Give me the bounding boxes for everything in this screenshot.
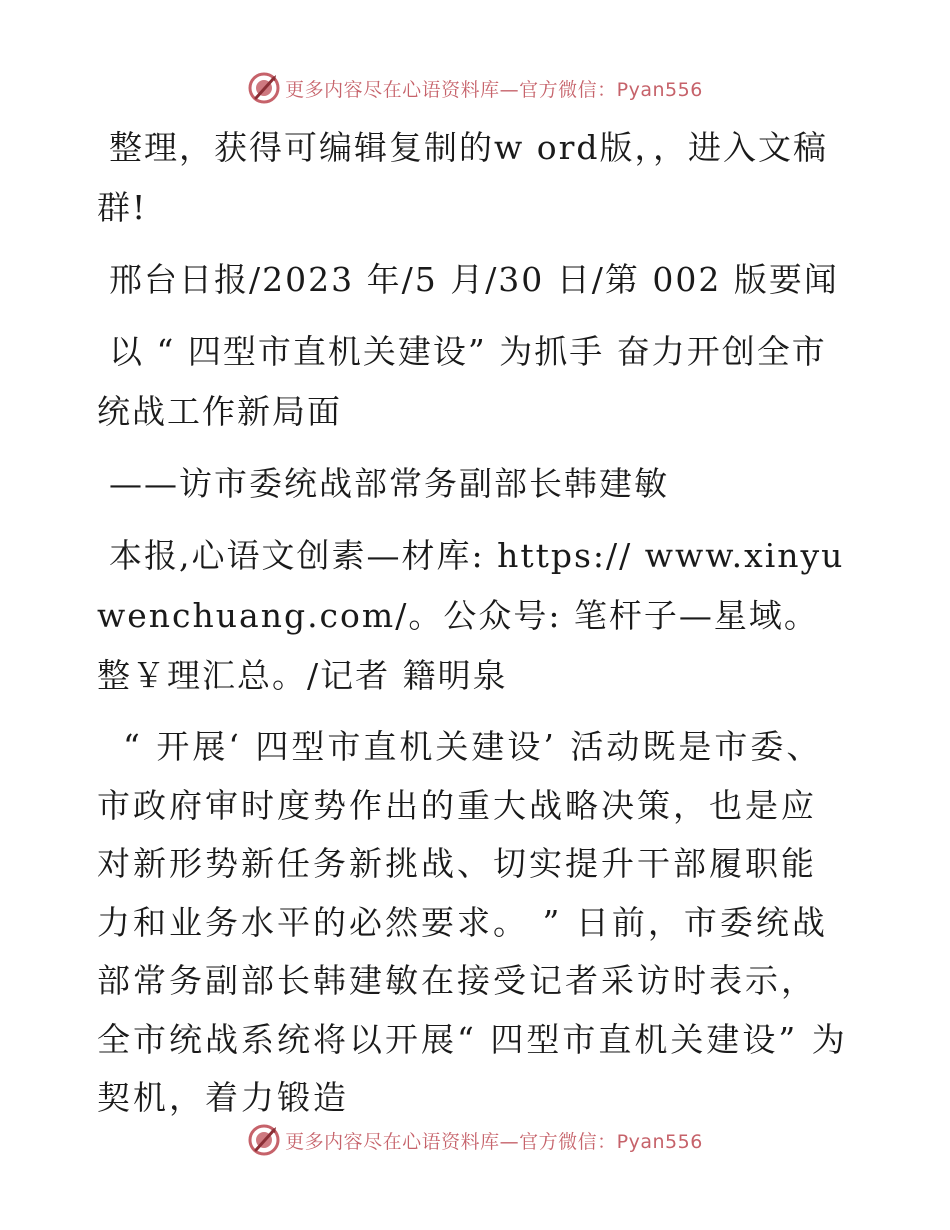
article-subtitle: ——访市委统战部常务副部长韩建敏 xyxy=(109,464,669,503)
paragraph-intro: 整理，获得可编辑复制的w ord版，，进入文稿群! xyxy=(97,128,829,227)
seal-pen-logo-icon xyxy=(247,1123,281,1157)
watermark-text: 更多内容尽在心语资料库—官方微信：Pyan556 xyxy=(285,1130,703,1153)
paragraph-byline: 本报,心语文创素—材库: https:// www.xinyuwenchuang.com/。公众号: 笔杆子—星域。整￥理汇总。/记者 籍明泉 xyxy=(97,536,845,695)
header-watermark-banner xyxy=(0,68,950,108)
footer-watermark-banner xyxy=(0,1120,950,1160)
seal-pen-logo-icon xyxy=(247,71,281,105)
paragraph-body: “ 开展‘ 四型市直机关建设’ 活动既是市委、市政府审时度势作出的重大战略决策，也是应对新形势新任务新挑战、切实提升干部履职能力和业务水平的必然要求。 ” 日前，市委统战部常务副部长韩建敏在接受记者采访时表示，全市统战系统将以开展“ 四型市直机关建设” 为契机，着力锻造 xyxy=(97,727,848,1117)
article-title: 以 “ 四型市直机关建设” 为抓手 奋力开创全市统战工作新局面 xyxy=(97,332,827,431)
watermark-text: 更多内容尽在心语资料库—官方微信：Pyan556 xyxy=(285,78,703,101)
document-body xyxy=(97,118,849,1140)
paragraph-source-line: 邢台日报/2023 年/5 月/30 日/第 002 版要闻 xyxy=(109,260,839,299)
